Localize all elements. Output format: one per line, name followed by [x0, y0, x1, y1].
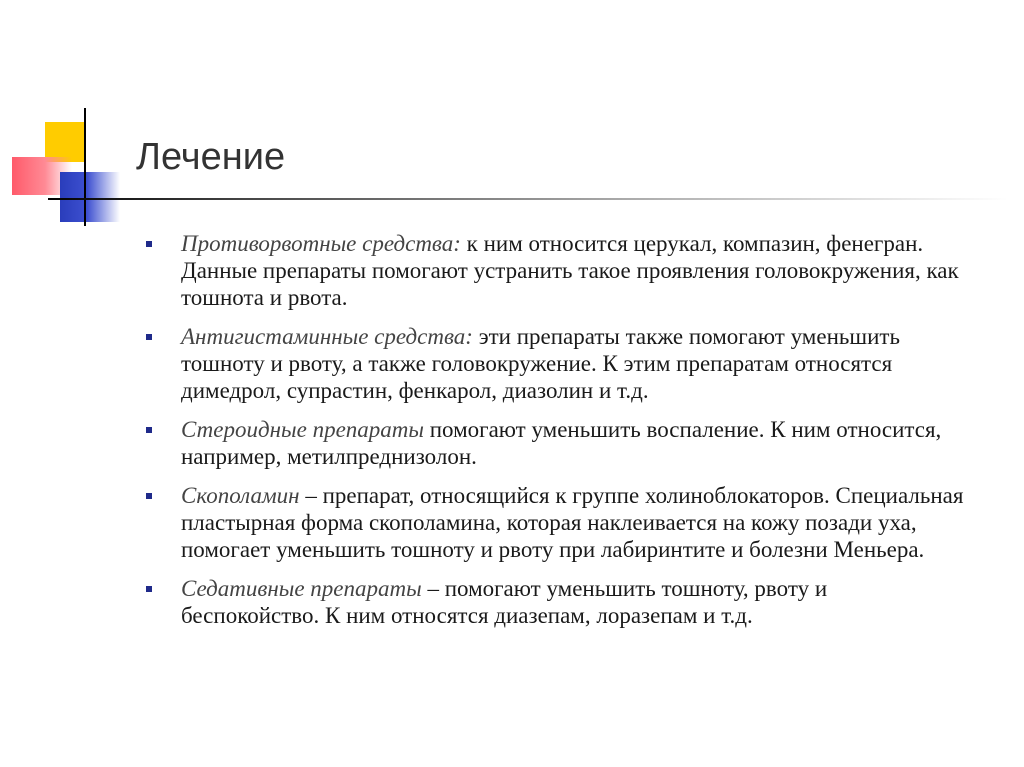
- vertical-rule: [84, 108, 86, 226]
- title-underline: [48, 198, 1008, 200]
- bullet-text: помогают уменьшить воспаление. К ним относится, например, метилпреднизолон.: [181, 417, 942, 469]
- bullet-text: – помогают уменьшить тошноту, рвоту и беспокойство. К ним относятся диазепам, лоразепам и т.д.: [181, 576, 828, 628]
- bullet-item-antihistamines: [146, 323, 966, 404]
- bullet-term: Седативные препараты: [181, 576, 422, 601]
- bullet-item-sedatives: [146, 575, 966, 629]
- bullet-item-scopolamine: [146, 482, 966, 563]
- bullet-term: Противорвотные средства:: [181, 231, 461, 256]
- bullet-item-antiemetics: [146, 230, 966, 311]
- title-decoration: [0, 0, 160, 240]
- square-bullet-icon: [146, 586, 152, 592]
- square-bullet-icon: [146, 334, 152, 340]
- bullet-text: к ним относится церукал, компазин, фенегран. Данные препараты помогают устранить такое проявления головокружения, как тошнота и рвота.: [181, 231, 959, 310]
- square-bullet-icon: [146, 241, 152, 247]
- bullet-text: – препарат, относящийся к группе холиноблокаторов. Специальная пластырная форма скополамина, которая наклеивается на кожу позади уха, помогает уменьшить тошноту и рвоту при лабиринтите и болезни Меньера.: [181, 483, 964, 562]
- square-bullet-icon: [146, 493, 152, 499]
- slide-title: Лечение: [136, 136, 286, 178]
- bullet-text: эти препараты также помогают уменьшить тошноту и рвоту, а также головокружение. К этим препаратам относятся димедрол, супрастин, фенкарол, диазолин и т.д.: [181, 324, 900, 403]
- square-bullet-icon: [146, 427, 152, 433]
- bullet-list: [146, 230, 966, 641]
- bullet-term: Скополамин: [181, 483, 300, 508]
- yellow-square: [45, 122, 85, 162]
- bullet-item-steroids: [146, 416, 966, 470]
- bullet-term: Стероидные препараты: [181, 417, 424, 442]
- bullet-term: Антигистаминные средства:: [181, 324, 473, 349]
- blue-square: [60, 172, 120, 222]
